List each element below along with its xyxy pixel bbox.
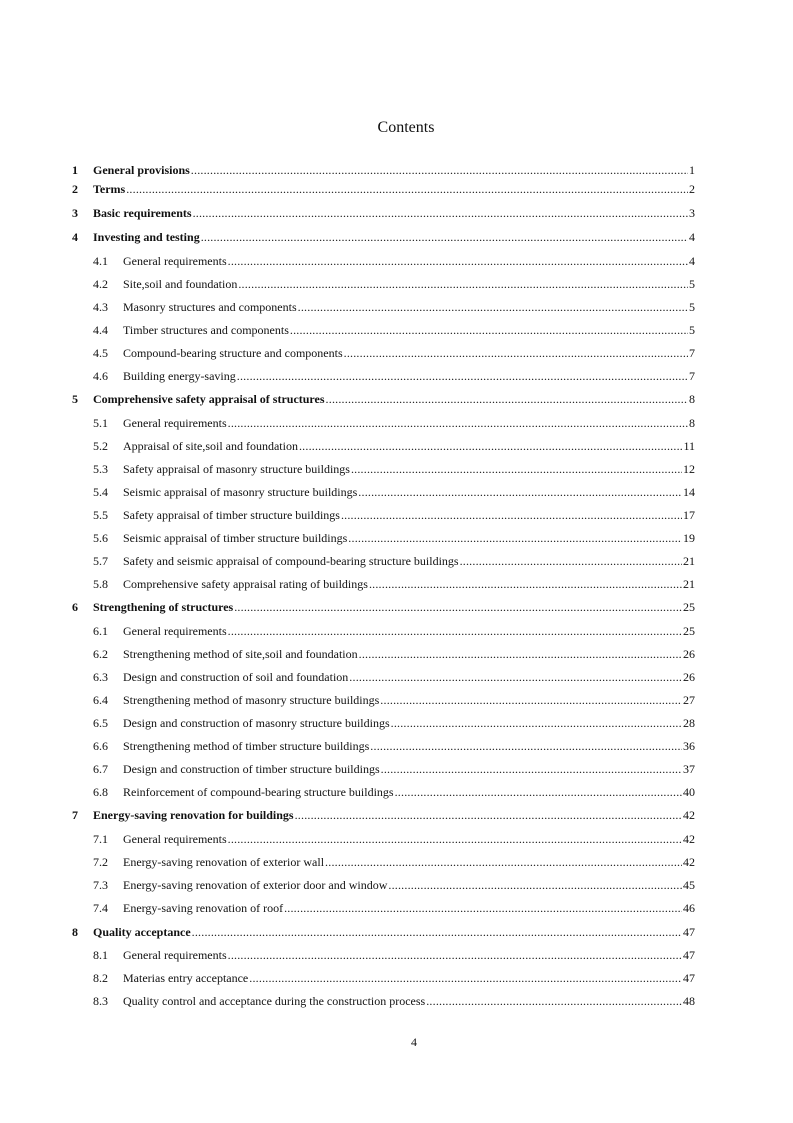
toc-dot-leader bbox=[228, 832, 682, 846]
toc-entry-number: 6 bbox=[72, 600, 78, 614]
toc-entry-page: 47 bbox=[683, 948, 695, 962]
toc-entry-page: 48 bbox=[683, 994, 695, 1008]
toc-entry-title: Quality acceptance bbox=[93, 925, 191, 939]
toc-entry-page: 1 bbox=[689, 163, 695, 177]
toc-dot-leader bbox=[299, 439, 682, 453]
toc-dot-leader bbox=[201, 230, 688, 244]
toc-dot-leader bbox=[237, 369, 688, 383]
toc-entry-title: Strengthening method of timber structure buildings bbox=[123, 739, 370, 753]
toc-section-entry[interactable] bbox=[72, 323, 695, 337]
toc-section-entry[interactable] bbox=[72, 254, 695, 268]
toc-section-entry[interactable] bbox=[72, 346, 695, 360]
toc-entry-title: Quality control and acceptance during the construction process bbox=[123, 994, 426, 1008]
toc-entry-page: 12 bbox=[683, 462, 695, 476]
toc-dot-leader bbox=[290, 323, 688, 337]
toc-entry-number: 4.5 bbox=[93, 346, 108, 360]
toc-section-entry[interactable] bbox=[72, 300, 695, 314]
toc-dot-leader bbox=[380, 693, 682, 707]
toc-entry-page: 17 bbox=[683, 508, 695, 522]
toc-entry-title: Design and construction of timber structure buildings bbox=[123, 762, 380, 776]
toc-entry-title: Reinforcement of compound-bearing structure buildings bbox=[123, 785, 394, 799]
toc-dot-leader bbox=[126, 182, 688, 196]
toc-entry-number: 5.2 bbox=[93, 439, 108, 453]
toc-entry-title: Seismic appraisal of masonry structure buildings bbox=[123, 485, 358, 499]
toc-dot-leader bbox=[391, 716, 682, 730]
toc-entry-page: 3 bbox=[689, 206, 695, 220]
toc-entry-title: Building energy-saving bbox=[123, 369, 236, 383]
toc-entry-title: Masonry structures and components bbox=[123, 300, 297, 314]
toc-entry-title: Materias entry acceptance bbox=[123, 971, 249, 985]
toc-chapter-entry[interactable] bbox=[72, 163, 695, 177]
toc-entry-number: 4.4 bbox=[93, 323, 108, 337]
toc-section-entry[interactable] bbox=[72, 693, 695, 707]
toc-dot-leader bbox=[358, 485, 682, 499]
toc-entry-number: 5.6 bbox=[93, 531, 108, 545]
toc-entry-page: 21 bbox=[683, 577, 695, 591]
toc-section-entry[interactable] bbox=[72, 762, 695, 776]
toc-entry-page: 47 bbox=[683, 925, 695, 939]
toc-entry-title: Safety appraisal of masonry structure buildings bbox=[123, 462, 350, 476]
toc-section-entry[interactable] bbox=[72, 878, 695, 892]
toc-entry-page: 7 bbox=[689, 346, 695, 360]
toc-dot-leader bbox=[234, 600, 682, 614]
toc-entry-number: 7.4 bbox=[93, 901, 108, 915]
toc-section-entry[interactable] bbox=[72, 485, 695, 499]
toc-section-entry[interactable] bbox=[72, 531, 695, 545]
toc-entry-title: Design and construction of masonry structure buildings bbox=[123, 716, 390, 730]
toc-section-entry[interactable] bbox=[72, 901, 695, 915]
toc-entry-page: 47 bbox=[683, 971, 695, 985]
toc-entry-title: Energy-saving renovation of exterior door and window bbox=[123, 878, 388, 892]
toc-entry-page: 4 bbox=[689, 254, 695, 268]
toc-entry-page: 26 bbox=[683, 647, 695, 661]
toc-entry-title: Investing and testing bbox=[93, 230, 200, 244]
toc-entry-title: Seismic appraisal of timber structure buildings bbox=[123, 531, 348, 545]
toc-entry-title: Design and construction of soil and foundation bbox=[123, 670, 349, 684]
toc-entry-page: 5 bbox=[689, 300, 695, 314]
toc-entry-number: 5.4 bbox=[93, 485, 108, 499]
toc-entry-page: 4 bbox=[689, 230, 695, 244]
toc-dot-leader bbox=[228, 254, 688, 268]
toc-entry-number: 6.1 bbox=[93, 624, 108, 638]
toc-entry-page: 21 bbox=[683, 554, 695, 568]
toc-entry-number: 6.2 bbox=[93, 647, 108, 661]
toc-entry-number: 5.8 bbox=[93, 577, 108, 591]
toc-dot-leader bbox=[228, 624, 682, 638]
toc-entry-page: 8 bbox=[689, 416, 695, 430]
toc-dot-leader bbox=[344, 346, 688, 360]
toc-entry-number: 4.3 bbox=[93, 300, 108, 314]
toc-section-entry[interactable] bbox=[72, 785, 695, 799]
toc-chapter-entry[interactable] bbox=[72, 182, 695, 196]
toc-entry-page: 7 bbox=[689, 369, 695, 383]
toc-dot-leader bbox=[460, 554, 682, 568]
toc-entry-title: General requirements bbox=[123, 416, 227, 430]
toc-section-entry[interactable] bbox=[72, 508, 695, 522]
toc-entry-title: Basic requirements bbox=[93, 206, 192, 220]
toc-entry-title: Compound-bearing structure and components bbox=[123, 346, 343, 360]
toc-section-entry[interactable] bbox=[72, 462, 695, 476]
toc-entry-number: 1 bbox=[72, 163, 78, 177]
toc-section-entry[interactable] bbox=[72, 994, 695, 1008]
toc-dot-leader bbox=[341, 508, 682, 522]
toc-entry-title: General requirements bbox=[123, 832, 227, 846]
toc-dot-leader bbox=[193, 206, 688, 220]
toc-entry-number: 6.6 bbox=[93, 739, 108, 753]
page-title: Contents bbox=[377, 119, 435, 136]
toc-entry-page: 5 bbox=[689, 323, 695, 337]
toc-entry-number: 8.2 bbox=[93, 971, 108, 985]
toc-entry-number: 6.4 bbox=[93, 693, 108, 707]
toc-chapter-entry[interactable] bbox=[72, 230, 695, 244]
toc-section-entry[interactable] bbox=[72, 716, 695, 730]
toc-entry-page: 46 bbox=[683, 901, 695, 915]
toc-entry-number: 6.8 bbox=[93, 785, 108, 799]
toc-chapter-entry[interactable] bbox=[72, 600, 695, 614]
toc-entry-number: 8.1 bbox=[93, 948, 108, 962]
toc-entry-page: 28 bbox=[683, 716, 695, 730]
toc-entry-number: 5.1 bbox=[93, 416, 108, 430]
toc-section-entry[interactable] bbox=[72, 369, 695, 383]
toc-entry-page: 37 bbox=[683, 762, 695, 776]
toc-entry-number: 2 bbox=[72, 182, 78, 196]
toc-dot-leader bbox=[388, 878, 682, 892]
toc-entry-page: 14 bbox=[683, 485, 695, 499]
toc-entry-number: 8 bbox=[72, 925, 78, 939]
toc-dot-leader bbox=[191, 163, 688, 177]
toc-chapter-entry[interactable] bbox=[72, 925, 695, 939]
toc-entry-number: 5.7 bbox=[93, 554, 108, 568]
toc-entry-page: 8 bbox=[689, 392, 695, 406]
toc-dot-leader bbox=[325, 855, 682, 869]
toc-entry-page: 25 bbox=[683, 624, 695, 638]
toc-entry-title: Strengthening method of masonry structure buildings bbox=[123, 693, 380, 707]
toc-dot-leader bbox=[298, 300, 688, 314]
toc-entry-number: 5.5 bbox=[93, 508, 108, 522]
toc-section-entry[interactable] bbox=[72, 277, 695, 291]
toc-entry-title: Timber structures and components bbox=[123, 323, 289, 337]
toc-entry-page: 42 bbox=[683, 808, 695, 822]
toc-entry-page: 2 bbox=[689, 182, 695, 196]
toc-section-entry[interactable] bbox=[72, 855, 695, 869]
toc-entry-title: Site,soil and foundation bbox=[123, 277, 238, 291]
toc-chapter-entry[interactable] bbox=[72, 392, 695, 406]
toc-section-entry[interactable] bbox=[72, 416, 695, 430]
toc-dot-leader bbox=[370, 739, 682, 753]
toc-entry-number: 8.3 bbox=[93, 994, 108, 1008]
toc-dot-leader bbox=[349, 670, 682, 684]
toc-section-entry[interactable] bbox=[72, 670, 695, 684]
toc-dot-leader bbox=[351, 462, 682, 476]
toc-section-entry[interactable] bbox=[72, 971, 695, 985]
toc-entry-number: 7 bbox=[72, 808, 78, 822]
toc-entry-title: Appraisal of site,soil and foundation bbox=[123, 439, 298, 453]
toc-entry-title: Strengthening method of site,soil and foundation bbox=[123, 647, 358, 661]
toc-entry-page: 42 bbox=[683, 832, 695, 846]
toc-section-entry[interactable] bbox=[72, 948, 695, 962]
toc-dot-leader bbox=[228, 948, 682, 962]
toc-section-entry[interactable] bbox=[72, 624, 695, 638]
toc-entry-number: 6.5 bbox=[93, 716, 108, 730]
toc-entry-number: 6.7 bbox=[93, 762, 108, 776]
toc-entry-number: 4.2 bbox=[93, 277, 108, 291]
toc-entry-title: General requirements bbox=[123, 948, 227, 962]
toc-entry-title: Comprehensive safety appraisal rating of buildings bbox=[123, 577, 368, 591]
toc-entry-page: 5 bbox=[689, 277, 695, 291]
toc-dot-leader bbox=[295, 808, 682, 822]
toc-entry-number: 7.1 bbox=[93, 832, 108, 846]
toc-section-entry[interactable] bbox=[72, 577, 695, 591]
toc-entry-title: General requirements bbox=[123, 254, 227, 268]
toc-section-entry[interactable] bbox=[72, 554, 695, 568]
toc-dot-leader bbox=[192, 925, 682, 939]
toc-entry-page: 36 bbox=[683, 739, 695, 753]
toc-entry-number: 4.1 bbox=[93, 254, 108, 268]
toc-entry-title: Terms bbox=[93, 182, 126, 196]
toc-chapter-entry[interactable] bbox=[72, 206, 695, 220]
toc-section-entry[interactable] bbox=[72, 647, 695, 661]
toc-section-entry[interactable] bbox=[72, 832, 695, 846]
toc-dot-leader bbox=[249, 971, 682, 985]
toc-entry-number: 4.6 bbox=[93, 369, 108, 383]
toc-dot-leader bbox=[284, 901, 682, 915]
toc-entry-page: 45 bbox=[683, 878, 695, 892]
toc-entry-number: 5 bbox=[72, 392, 78, 406]
toc-dot-leader bbox=[381, 762, 682, 776]
toc-entry-number: 7.3 bbox=[93, 878, 108, 892]
toc-chapter-entry[interactable] bbox=[72, 808, 695, 822]
toc-entry-title: General requirements bbox=[123, 624, 227, 638]
toc-dot-leader bbox=[359, 647, 682, 661]
toc-entry-page: 26 bbox=[683, 670, 695, 684]
toc-entry-page: 40 bbox=[683, 785, 695, 799]
toc-dot-leader bbox=[369, 577, 682, 591]
toc-entry-page: 25 bbox=[683, 600, 695, 614]
toc-entry-number: 6.3 bbox=[93, 670, 108, 684]
toc-entry-page: 19 bbox=[683, 531, 695, 545]
page-number: 4 bbox=[411, 1035, 417, 1049]
toc-entry-number: 3 bbox=[72, 206, 78, 220]
toc-dot-leader bbox=[348, 531, 682, 545]
toc-entry-title: Energy-saving renovation of exterior wall bbox=[123, 855, 325, 869]
toc-section-entry[interactable] bbox=[72, 439, 695, 453]
toc-entry-number: 7.2 bbox=[93, 855, 108, 869]
toc-dot-leader bbox=[326, 392, 688, 406]
toc-entry-title: Energy-saving renovation for buildings bbox=[93, 808, 294, 822]
toc-entry-title: General provisions bbox=[93, 163, 190, 177]
toc-entry-title: Safety and seismic appraisal of compound-bearing structure buildings bbox=[123, 554, 459, 568]
toc-section-entry[interactable] bbox=[72, 739, 695, 753]
toc-entry-page: 11 bbox=[683, 439, 695, 453]
toc-dot-leader bbox=[395, 785, 682, 799]
toc-entry-number: 5.3 bbox=[93, 462, 108, 476]
toc-entry-title: Energy-saving renovation of roof bbox=[123, 901, 284, 915]
toc-entry-title: Comprehensive safety appraisal of structures bbox=[93, 392, 325, 406]
toc-dot-leader bbox=[228, 416, 688, 430]
toc-entry-number: 4 bbox=[72, 230, 78, 244]
toc-entry-title: Strengthening of structures bbox=[93, 600, 234, 614]
toc-dot-leader bbox=[238, 277, 688, 291]
toc-entry-page: 27 bbox=[683, 693, 695, 707]
toc-entry-page: 42 bbox=[683, 855, 695, 869]
toc-dot-leader bbox=[426, 994, 682, 1008]
toc-entry-title: Safety appraisal of timber structure buildings bbox=[123, 508, 340, 522]
